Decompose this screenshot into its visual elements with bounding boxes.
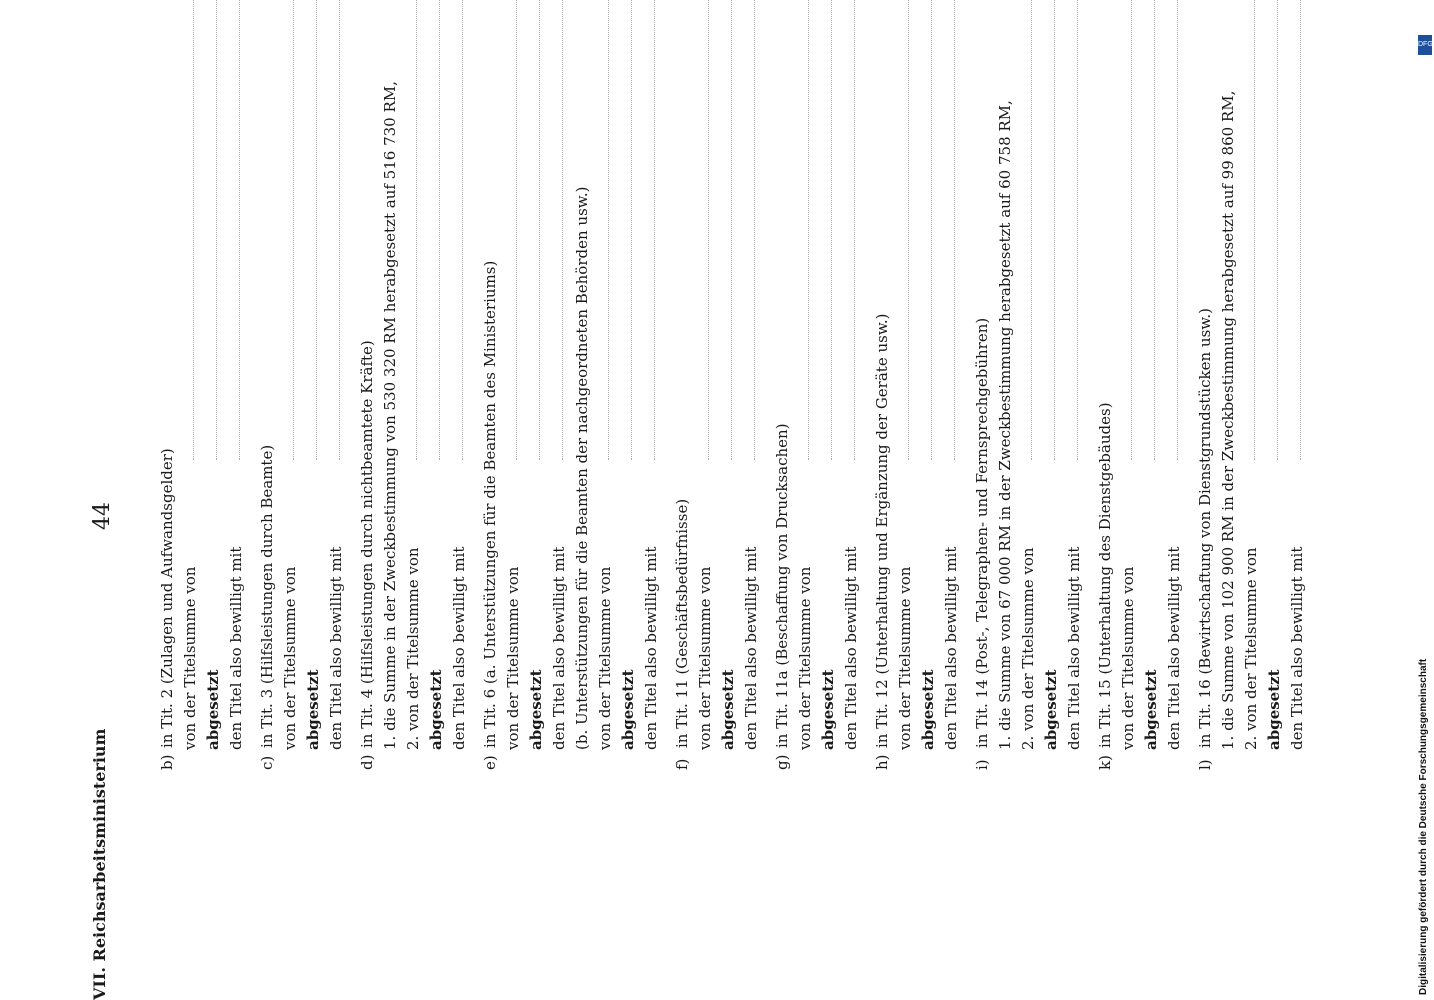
- entries-list: [156, 0, 1317, 770]
- line-label: den Titel also bewilligt mit: [942, 546, 960, 750]
- leader-dots: [1063, 0, 1078, 460]
- leader-dots: [402, 0, 417, 460]
- entry-title: [1094, 0, 1117, 770]
- leader-dots: [1140, 0, 1155, 460]
- entry-title-text: i): [973, 759, 991, 770]
- entry-line: [740, 0, 763, 770]
- leader-dots: [740, 0, 755, 460]
- leader-dots: [425, 0, 440, 460]
- rotated-document-page: [90, 0, 1420, 1000]
- line-label: den Titel also bewilligt mit: [550, 546, 568, 750]
- line-label: den Titel also bewilligt mit: [327, 546, 345, 750]
- leader-dots: [717, 0, 732, 460]
- entry-line: [694, 0, 717, 770]
- leader-dots: [179, 0, 194, 460]
- line-label: 2. von der Titelsumme von: [1019, 547, 1037, 750]
- entry-line: [894, 0, 917, 770]
- leader-dots: [448, 0, 463, 460]
- entry-block: [971, 0, 1094, 770]
- leader-dots: [202, 0, 217, 460]
- entry-line: [1163, 0, 1186, 770]
- leader-dots: [325, 0, 340, 460]
- leader-dots: [794, 0, 809, 460]
- dfg-logo-icon: DFG: [1418, 35, 1432, 55]
- line-label: den Titel also bewilligt mit: [450, 546, 468, 750]
- line-label: von der Titelsumme von: [696, 566, 714, 750]
- leader-dots: [1286, 0, 1301, 460]
- entry-title-text: b): [158, 754, 176, 770]
- entry-block: [156, 0, 256, 770]
- entry-title: [671, 0, 694, 770]
- line-label: abgesetzt: [819, 669, 837, 750]
- leader-dots: [502, 0, 517, 460]
- entry-title-text: l): [1196, 759, 1214, 770]
- entry-line: [1240, 0, 1263, 770]
- entry-title-text: e): [481, 755, 499, 770]
- line-label: den Titel also bewilligt mit: [642, 546, 660, 750]
- line-label: den Titel also bewilligt mit: [227, 546, 245, 750]
- entry-block: [871, 0, 971, 770]
- entry-block: [479, 0, 671, 770]
- entry-title: [156, 0, 179, 770]
- line-label: von der Titelsumme von: [896, 566, 914, 750]
- entry-title-text: c): [258, 755, 276, 770]
- entry-line: [402, 0, 425, 770]
- leader-dots: [525, 0, 540, 460]
- leader-dots: [840, 0, 855, 460]
- line-label: 2. von der Titelsumme von: [404, 547, 422, 750]
- entry-line: [1217, 0, 1240, 770]
- entry-line: [448, 0, 471, 770]
- line-label: 2. von der Titelsumme von: [1242, 547, 1260, 750]
- entry-line: [225, 0, 248, 770]
- entry-line: [917, 0, 940, 770]
- leader-dots: [617, 0, 632, 460]
- leader-dots: [594, 0, 609, 460]
- entry-line: [279, 0, 302, 770]
- leader-dots: [302, 0, 317, 460]
- line-label: abgesetzt: [427, 669, 445, 750]
- leader-dots: [1017, 0, 1032, 460]
- entry-line: [179, 0, 202, 770]
- entry-title: [479, 0, 502, 770]
- line-label: den Titel also bewilligt mit: [1165, 546, 1183, 750]
- entry-title-text: g): [773, 754, 791, 770]
- entry-line: [525, 0, 548, 770]
- entry-line: [302, 0, 325, 770]
- leader-dots: [279, 0, 294, 460]
- entry-line: [1017, 0, 1040, 770]
- leader-dots: [1040, 0, 1055, 460]
- page-number: 44: [90, 502, 115, 530]
- line-label: den Titel also bewilligt mit: [742, 546, 760, 750]
- entry-title-label: in Tit. 11a (Beschaffung von Drucksachen): [773, 423, 791, 748]
- line-label: abgesetzt: [619, 669, 637, 750]
- entry-line: [571, 0, 594, 770]
- line-label: den Titel also bewilligt mit: [1288, 546, 1306, 750]
- entry-line: [1140, 0, 1163, 770]
- leader-dots: [1263, 0, 1278, 460]
- line-label: von der Titelsumme von: [504, 566, 522, 750]
- entry-title: [871, 0, 894, 770]
- entry-line: [548, 0, 571, 770]
- line-label: abgesetzt: [304, 669, 322, 750]
- entry-title-label: in Tit. 15 (Unterhaltung des Dienstgebäudes): [1096, 402, 1114, 748]
- line-label: 1. die Summe von 67 000 RM in der Zweckbestimmung herabgesetzt auf 60 758 RM,: [996, 100, 1014, 750]
- entry-title-label: in Tit. 16 (Bewirtschaftung von Dienstgrundstücken usw.): [1196, 308, 1214, 748]
- entry-line: [817, 0, 840, 770]
- entry-line: [425, 0, 448, 770]
- leader-dots: [894, 0, 909, 460]
- line-label: abgesetzt: [919, 669, 937, 750]
- entry-title-text: d): [358, 754, 376, 770]
- entry-title-label: in Tit. 4 (Hilfsleistungen durch nichtbeamtete Kräfte): [358, 340, 376, 748]
- entry-block: [1094, 0, 1194, 770]
- entry-line: [1286, 0, 1309, 770]
- entry-line: [1040, 0, 1063, 770]
- line-label: (b. Unterstützungen für die Beamten der nachgeordneten Behörden usw.): [573, 186, 591, 750]
- line-label: von der Titelsumme von: [181, 566, 199, 750]
- leader-dots: [225, 0, 240, 460]
- line-label: von der Titelsumme von: [281, 566, 299, 750]
- leader-dots: [817, 0, 832, 460]
- entry-line: [717, 0, 740, 770]
- page-header: [90, 0, 130, 1000]
- entry-title: [771, 0, 794, 770]
- entry-line: [594, 0, 617, 770]
- entry-line: [940, 0, 963, 770]
- line-label: von der Titelsumme von: [1119, 566, 1137, 750]
- line-label: von der Titelsumme von: [796, 566, 814, 750]
- entry-line: [617, 0, 640, 770]
- ministry-title: VII. Reichsarbeitsministerium: [90, 728, 109, 1000]
- entry-line: [502, 0, 525, 770]
- leader-dots: [548, 0, 563, 460]
- line-label: den Titel also bewilligt mit: [842, 546, 860, 750]
- entry-block: [1194, 0, 1317, 770]
- line-label: abgesetzt: [1265, 669, 1283, 750]
- entry-block: [771, 0, 871, 770]
- entry-block: [671, 0, 771, 770]
- entry-line: [794, 0, 817, 770]
- entry-title: [1194, 0, 1217, 770]
- entry-line: [1263, 0, 1286, 770]
- entry-line: [840, 0, 863, 770]
- entry-title-label: in Tit. 3 (Hilfsleistungen durch Beamte): [258, 444, 276, 748]
- line-label: abgesetzt: [527, 669, 545, 750]
- entry-line: [640, 0, 663, 770]
- entry-title-text: h): [873, 754, 891, 770]
- line-label: abgesetzt: [1042, 669, 1060, 750]
- line-label: 1. die Summe in der Zweckbestimmung von 530 320 RM herabgesetzt auf 516 730 RM,: [381, 81, 399, 750]
- leader-dots: [1163, 0, 1178, 460]
- line-label: abgesetzt: [204, 669, 222, 750]
- entry-line: [379, 0, 402, 770]
- entry-title: [256, 0, 279, 770]
- entry-title-label: in Tit. 12 (Unterhaltung und Ergänzung der Geräte usw.): [873, 313, 891, 748]
- leader-dots: [694, 0, 709, 460]
- entry-title: [356, 0, 379, 770]
- entry-block: [256, 0, 356, 770]
- line-label: 1. die Summe von 102 900 RM in der Zweckbestimmung herabgesetzt auf 99 860 RM,: [1219, 90, 1237, 750]
- entry-title-label: in Tit. 14 (Post-, Telegraphen- und Fernsprechgebühren): [973, 317, 991, 748]
- entry-line: [994, 0, 1017, 770]
- entry-title-text: f): [673, 758, 691, 770]
- entry-title-label: in Tit. 6 (a. Unterstützungen für die Beamten des Ministeriums): [481, 260, 499, 748]
- entry-line: [325, 0, 348, 770]
- leader-dots: [1117, 0, 1132, 460]
- entry-title: [971, 0, 994, 770]
- entry-title-label: in Tit. 11 (Geschäftsbedürfnisse): [673, 498, 691, 748]
- entry-title-text: k): [1096, 755, 1114, 770]
- line-label: abgesetzt: [719, 669, 737, 750]
- line-label: den Titel also bewilligt mit: [1065, 546, 1083, 750]
- leader-dots: [640, 0, 655, 460]
- line-label: von der Titelsumme von: [596, 566, 614, 750]
- entry-line: [202, 0, 225, 770]
- line-label: abgesetzt: [1142, 669, 1160, 750]
- dfg-credit: Digitalisierung gefördert durch die Deutsche Forschungsgemeinschaft: [1418, 658, 1429, 995]
- entry-block: [356, 0, 479, 770]
- entry-line: [1117, 0, 1140, 770]
- entry-title-label: in Tit. 2 (Zulagen und Aufwandsgelder): [158, 448, 176, 748]
- entry-line: [1063, 0, 1086, 770]
- leader-dots: [1240, 0, 1255, 460]
- leader-dots: [917, 0, 932, 460]
- leader-dots: [940, 0, 955, 460]
